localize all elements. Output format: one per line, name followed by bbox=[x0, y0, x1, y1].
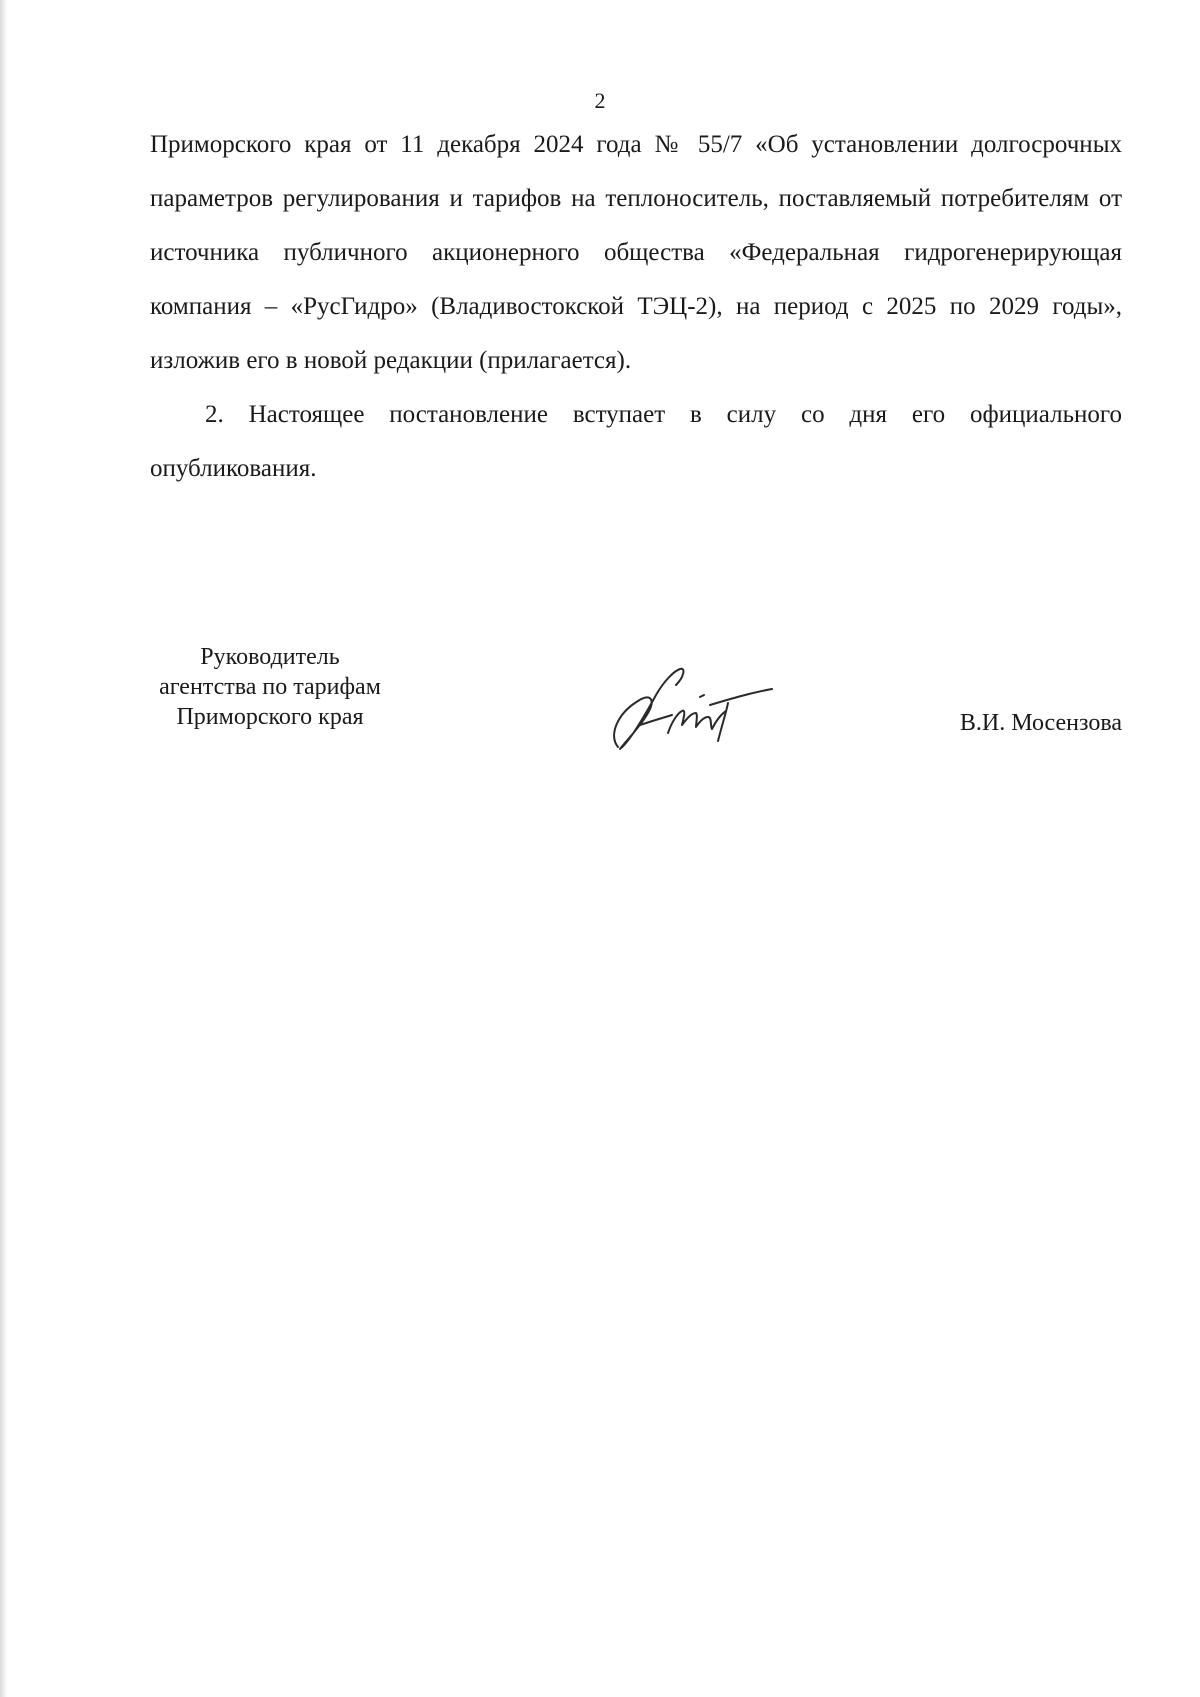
position-line: Руководитель bbox=[200, 644, 340, 670]
signer-name: В.И. Мосензова bbox=[959, 710, 1122, 736]
document-body bbox=[150, 118, 1122, 496]
scan-edge bbox=[0, 0, 8, 1697]
signatory-position bbox=[120, 642, 420, 732]
page-number: 2 bbox=[594, 88, 606, 113]
paragraph-amendment: Приморского края от 11 декабря 2024 года № 55/7 «Об установлении долгосрочных параметров регулирования и тарифов на теплоноситель, поставляемый потребителям от источника публичного акционерного общества «Федеральная гидрогенерирующая компания – «РусГидро» (Владивостокской ТЭЦ-2), на период с 2025 по 2029 годы», изложив его в новой редакции (прилагается). bbox=[150, 131, 1122, 374]
position-line: агентства по тарифам bbox=[159, 674, 381, 700]
position-line: Приморского края bbox=[176, 704, 364, 730]
paragraph-effective-date: 2. Настоящее постановление вступает в силу со дня его официального опубликования. bbox=[150, 401, 1122, 482]
handwritten-signature-icon bbox=[600, 655, 780, 765]
